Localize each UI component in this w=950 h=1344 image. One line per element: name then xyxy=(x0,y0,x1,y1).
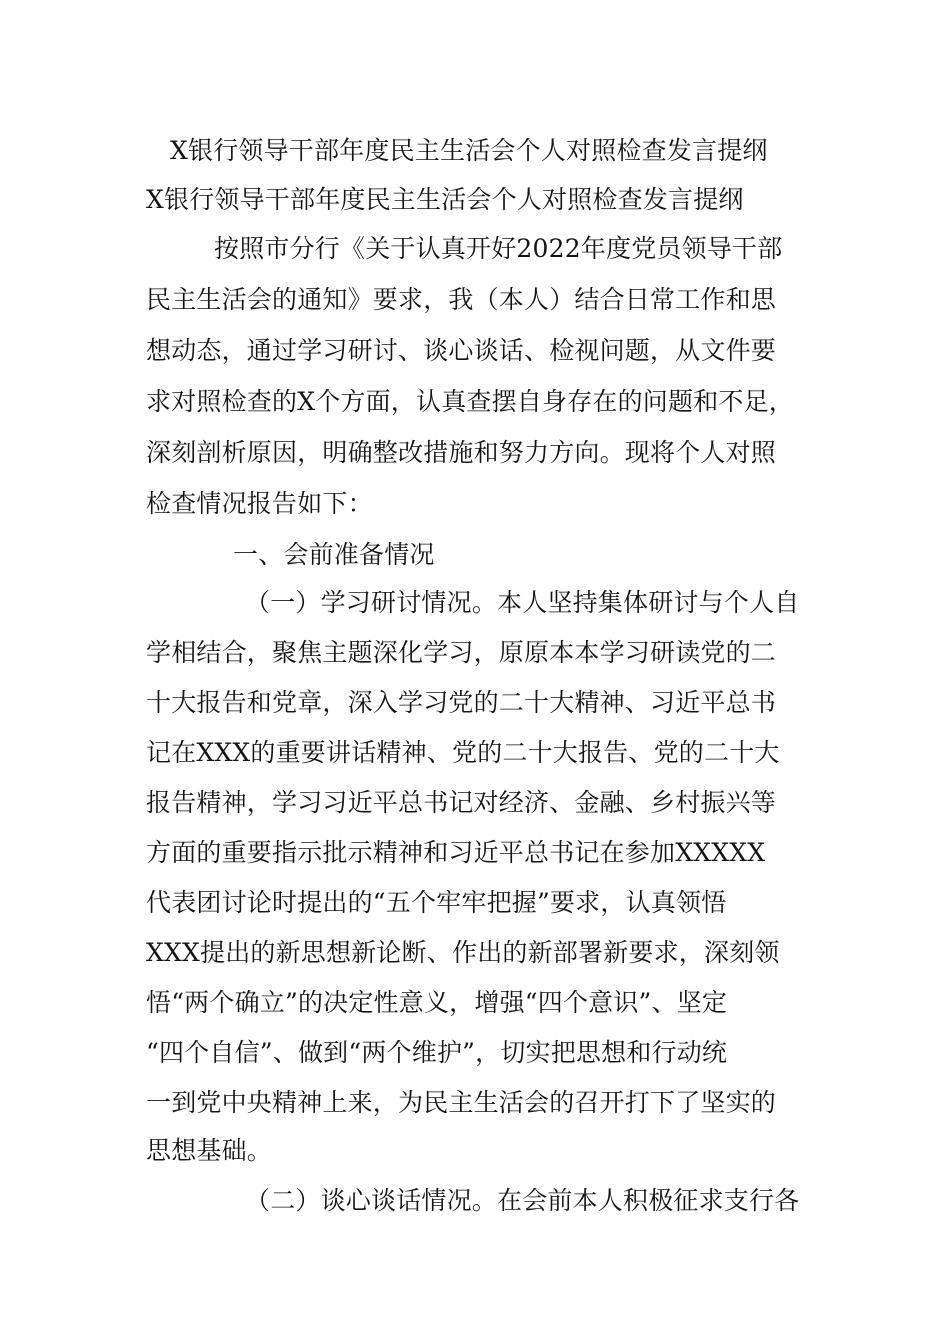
body-line: 民主生活会的通知》要求，我（本人）结合日常工作和思 xyxy=(146,285,777,314)
body-line: 悟“两个确立”的决定性意义，增强“四个意识”、坚定 xyxy=(146,988,728,1017)
document-title: X银行领导干部年度民主生活会个人对照检查发言提纲 xyxy=(146,185,744,214)
body-line: 学相结合，聚焦主题深化学习，原原本本学习研读党的二 xyxy=(146,638,777,667)
body-line: 报告精神，学习习近平总书记对经济、金融、乡村振兴等 xyxy=(146,788,777,817)
body-line: 想动态，通过学习研讨、谈心谈话、检视问题，从文件要 xyxy=(146,336,777,365)
body-line: 检查情况报告如下： xyxy=(146,489,373,518)
body-line: 代表团讨论时提出的“五个牢牢把握”要求，认真领悟 xyxy=(146,888,727,917)
body-line: 十大报告和党章，深入学习党的二十大精神、习近平总书 xyxy=(146,688,777,717)
section-heading: 一、会前准备情况 xyxy=(233,540,435,569)
body-line: XXX提出的新思想新论断、作出的新部署新要求，深刻领 xyxy=(146,938,780,967)
body-line: 一到党中央精神上来，为民主生活会的召开打下了坚实的 xyxy=(146,1088,777,1117)
body-line: “四个自信”、做到“两个维护”，切实把思想和行动统 xyxy=(146,1038,728,1067)
document-title-repeated: X银行领导干部年度民主生活会个人对照检查发言提纲 xyxy=(170,136,768,165)
body-line: 深刻剖析原因，明确整改措施和努力方向。现将个人对照 xyxy=(146,438,777,467)
subsection-heading-line: （一）学习研讨情况。本人坚持集体研讨与个人自 xyxy=(245,588,800,617)
body-line: 思想基础。 xyxy=(146,1136,273,1165)
body-line: 记在XXX的重要讲话精神、党的二十大报告、党的二十大 xyxy=(146,738,780,767)
subsection-heading-line: （二）谈心谈话情况。在会前本人积极征求支行各 xyxy=(245,1186,800,1215)
body-line: 求对照检查的X个方面，认真查摆自身存在的问题和不足， xyxy=(146,387,795,416)
body-line: 按照市分行《关于认真开好2022年度党员领导干部 xyxy=(214,234,783,263)
body-line: 方面的重要指示批示精神和习近平总书记在参加XXXXX xyxy=(146,838,766,867)
